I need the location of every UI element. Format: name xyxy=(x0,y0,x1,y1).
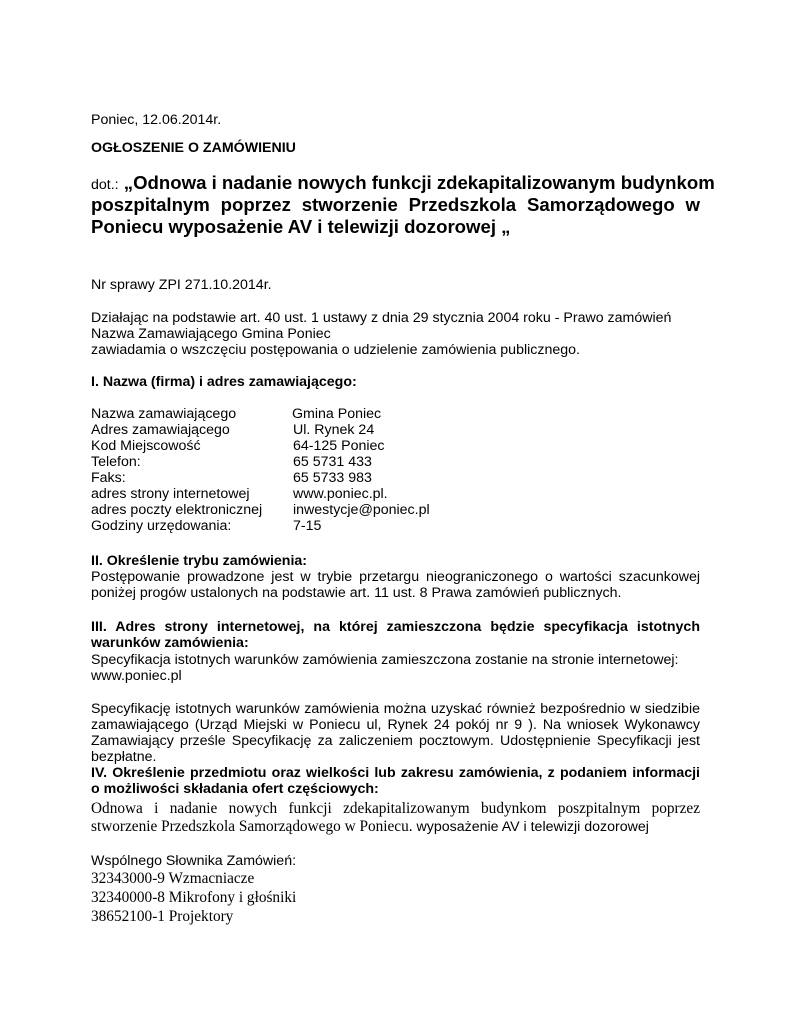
document-heading: OGŁOSZENIE O ZAMÓWIENIU xyxy=(91,140,296,156)
contact-label: Nazwa zamawiającego xyxy=(91,406,237,422)
section-3-p2-line-2: zamawiającego (Urząd Miejski w Poniecu ul, Rynek 24 pokój nr 9 ). Na wniosek Wykonawcy xyxy=(91,717,700,733)
contact-label: Godziny urzędowania: xyxy=(91,518,232,534)
section-3-url: www.poniec.pl xyxy=(91,668,182,684)
subject-line-3: Poniecu wyposażenie AV i telewizji dozorowej „ xyxy=(91,216,511,237)
subject-text-1: „Odnowa i nadanie nowych funkcji zdekapitalizowanym budynkom xyxy=(123,172,715,193)
subject-prefix: dot.: xyxy=(91,177,119,193)
section-4-line-2-sans: wyposażenie AV i telewizji dozorowej xyxy=(412,819,649,835)
contact-label: adres strony internetowej xyxy=(91,486,250,502)
website-value: www.poniec.pl. xyxy=(293,486,388,502)
section-3-line-1: Specyfikacja istotnych warunków zamówienia zamieszczona zostanie na stronie internetowej: xyxy=(91,652,679,668)
contact-value: 65 5731 433 xyxy=(293,454,372,470)
cpv-code: 32343000-9 Wzmacniacze xyxy=(91,870,255,887)
section-2-line-2: poniżej progów ustalonych na podstawie art. 11 ust. 8 Prawa zamówień publicznych. xyxy=(91,585,622,601)
section-4-title-1: IV. Określenie przedmiotu oraz wielkości lub zakresu zamówienia, z podaniem informacji xyxy=(91,765,700,781)
contact-label: Telefon: xyxy=(91,454,141,470)
contact-label: adres poczty elektronicznej xyxy=(91,502,263,518)
section-4-line-2-serif: stworzenie Przedszkola Samorządowego w Poniecu. xyxy=(91,818,413,835)
contact-label: Kod Miejscowość xyxy=(91,438,201,454)
contact-label: Adres zamawiającego xyxy=(91,422,230,438)
subject-line-2: poszpitalnym poprzez stworzenie Przedszkola Samorządowego w xyxy=(91,194,700,215)
section-3-title-1: III. Adres strony internetowej, na której zamieszczona będzie specyfikacja istotnych xyxy=(91,619,700,635)
intro-line-3: zawiadamia o wszczęciu postępowania o udzielenie zamówienia publicznego. xyxy=(91,342,580,358)
cpv-code: 38652100-1 Projektory xyxy=(91,908,234,925)
contact-value: Ul. Rynek 24 xyxy=(293,422,375,438)
contact-value: Gmina Poniec xyxy=(292,406,382,422)
section-1-title: I. Nazwa (firma) i adres zamawiającego: xyxy=(91,374,357,390)
date-line: Poniec, 12.06.2014r. xyxy=(91,112,222,128)
section-3-p2-line-3: Zamawiający prześle Specyfikację za zaliczeniem pocztowym. Udostępnienie Specyfikacji jest xyxy=(91,733,700,749)
cpv-code: 32340000-8 Mikrofony i głośniki xyxy=(91,889,297,906)
section-3-p2-line-1: Specyfikację istotnych warunków zamówienia można uzyskać również bezpośrednio w siedzibie xyxy=(91,701,700,717)
section-3-p2-line-4: bezpłatne. xyxy=(91,749,157,765)
section-4-line-2 xyxy=(91,818,649,836)
intro-line-1: Działając na podstawie art. 40 ust. 1 ustawy z dnia 29 stycznia 2004 roku - Prawo zamówień xyxy=(91,310,672,326)
contact-value: 65 5733 983 xyxy=(293,470,372,486)
section-3-title-2: warunków zamówienia: xyxy=(91,635,249,651)
contact-label: Faks: xyxy=(91,470,126,486)
subject-line-1 xyxy=(91,172,715,196)
email-value: inwestycje@poniec.pl xyxy=(293,502,430,518)
contact-value: 64-125 Poniec xyxy=(293,438,385,454)
cpv-label: Wspólnego Słownika Zamówień: xyxy=(91,853,297,869)
section-2-title: II. Określenie trybu zamówienia: xyxy=(91,553,308,569)
intro-line-2: Nazwa Zamawiającego Gmina Poniec xyxy=(91,326,331,342)
case-number: Nr sprawy ZPI 271.10.2014r. xyxy=(91,277,272,293)
section-4-line-1: Odnowa i nadanie nowych funkcji zdekapitalizowanym budynkom poszpitalnym poprzez xyxy=(91,800,700,817)
section-4-title-2: o możliwości składania ofert częściowych: xyxy=(91,781,379,797)
contact-value: 7-15 xyxy=(293,518,322,534)
section-2-line-1: Postępowanie prowadzone jest w trybie przetargu nieograniczonego o wartości szacunkowej xyxy=(91,569,700,585)
